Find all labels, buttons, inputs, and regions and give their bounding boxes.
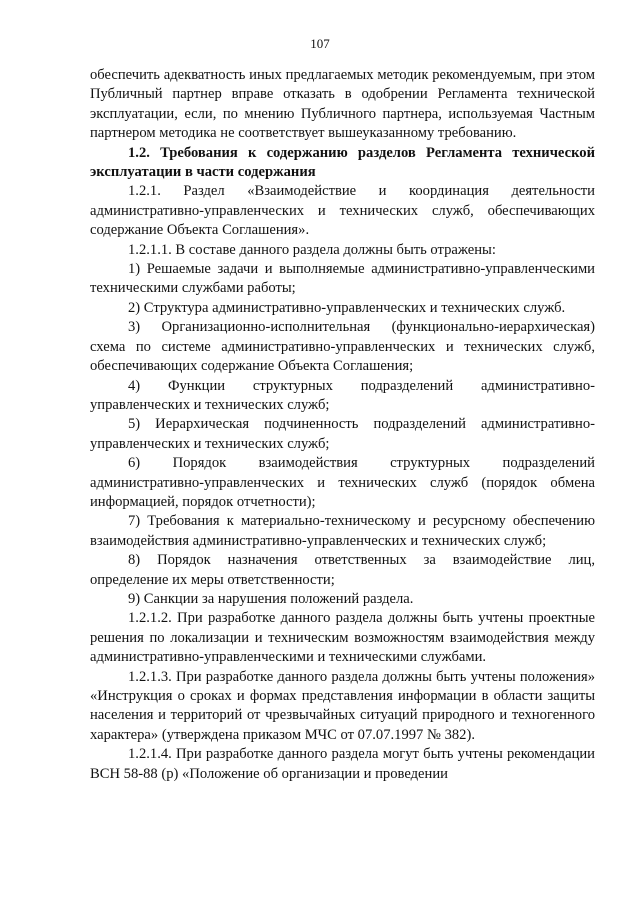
clause-1-2-1-4: 1.2.1.4. При разработке данного раздела могут быть учтены рекомендации ВСН 58-88 (р) «Положение об организации и проведении [90, 746, 595, 782]
clause-1-2-1: 1.2.1. Раздел «Взаимодействие и координация деятельности административно-управленческих и технических служб, обеспечивающих содержание Объекта Соглашения». [90, 183, 595, 239]
clause-1-2-1-3: 1.2.1.3. При разработке данного раздела должны быть учтены положения» «Инструкция о сроках и формах представления информации в области защиты населения и территорий от чрезвычайных ситуаций природного и техногенного характера» (утверждена приказом МЧС от 07.07.1997 № 382). [90, 668, 595, 743]
list-item-3: 3) Организационно-исполнительная (функционально-иерархическая) схема по системе административно-управленческих и технических служб, обеспечивающих содержание Объекта Соглашения; [90, 319, 595, 375]
paragraph-continuation: обеспечить адекватность иных предлагаемых методик рекомендуемым, при этом Публичный партнер вправе отказать в одобрении Регламента технической эксплуатации, если, по мнению Публичного партнера, используемая Частным партнером методика не соответствует вышеуказанному требованию. [90, 67, 595, 142]
list-item-4: 4) Функции структурных подразделений административно-управленческих и технических служб; [90, 377, 595, 413]
list-item-9: 9) Санкции за нарушения положений раздела. [128, 590, 414, 607]
list-item-7: 7) Требования к материально-техническому и ресурсному обеспечению взаимодействия административно-управленческих и технических служб; [90, 513, 595, 549]
clause-1-2-1-2: 1.2.1.2. При разработке данного раздела должны быть учтены проектные решения по локализации и техническим возможностям взаимодействия между административно-управленческими и техническими службами. [90, 610, 595, 666]
section-heading-1-2: 1.2. Требования к содержанию разделов Регламента технической эксплуатации в части содержания [90, 144, 595, 181]
list-item-8: 8) Порядок назначения ответственных за взаимодействие лиц, определение их меры ответственности; [90, 552, 595, 588]
list-item-2: 2) Структура административно-управленческих и технических служб. [128, 299, 566, 316]
list-item-6: 6) Порядок взаимодействия структурных подразделений административно-управленческих и технических служб (порядок обмена информацией, порядок отчетности); [90, 455, 595, 510]
list-item-1: 1) Решаемые задачи и выполняемые административно-управленческими техническими службами работы; [90, 261, 595, 297]
page-number: 107 [310, 36, 330, 51]
list-item-5: 5) Иерархическая подчиненность подразделений административно-управленческих и технических служб; [90, 416, 595, 452]
document-body [90, 66, 595, 784]
clause-1-2-1-1: 1.2.1.1. В составе данного раздела должны быть отражены: [128, 241, 496, 258]
